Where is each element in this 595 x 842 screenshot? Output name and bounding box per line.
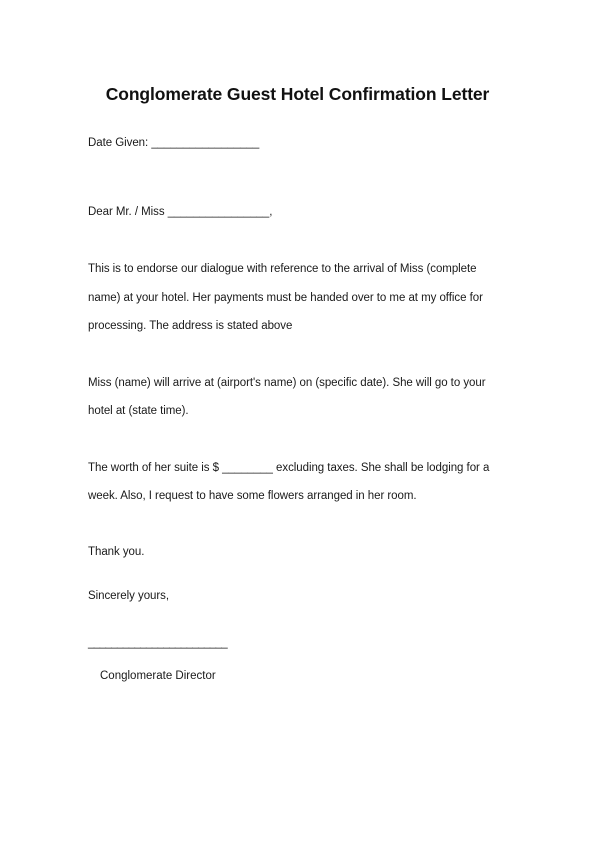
signature-line: ________________________ <box>88 637 228 649</box>
closing-line: Sincerely yours, <box>88 590 170 602</box>
letter-title: Conglomerate Guest Hotel Confirmation Letter <box>105 84 490 104</box>
salutation: Dear Mr. / Miss ________________, <box>88 206 273 218</box>
paragraph-2-line-2: hotel at (state time). <box>88 405 189 417</box>
paragraph-1-line-2: name) at your hotel. Her payments must be handed over to me at my office for <box>88 292 483 304</box>
paragraph-3-line-2: week. Also, I request to have some flowers arranged in her room. <box>88 490 417 502</box>
date-given-line: Date Given: _________________ <box>88 137 260 149</box>
thank-you-line: Thank you. <box>88 546 145 558</box>
paragraph-2-line-1: Miss (name) will arrive at (airport's name) on (specific date). She will go to your <box>88 377 486 389</box>
paragraph-1-line-1: This is to endorse our dialogue with reference to the arrival of Miss (complete <box>88 263 477 275</box>
paragraph-1-line-3: processing. The address is stated above <box>88 320 293 332</box>
signer-title: Conglomerate Director <box>100 670 216 682</box>
paragraph-3-line-1: The worth of her suite is $ ________ excluding taxes. She shall be lodging for a <box>88 462 490 474</box>
